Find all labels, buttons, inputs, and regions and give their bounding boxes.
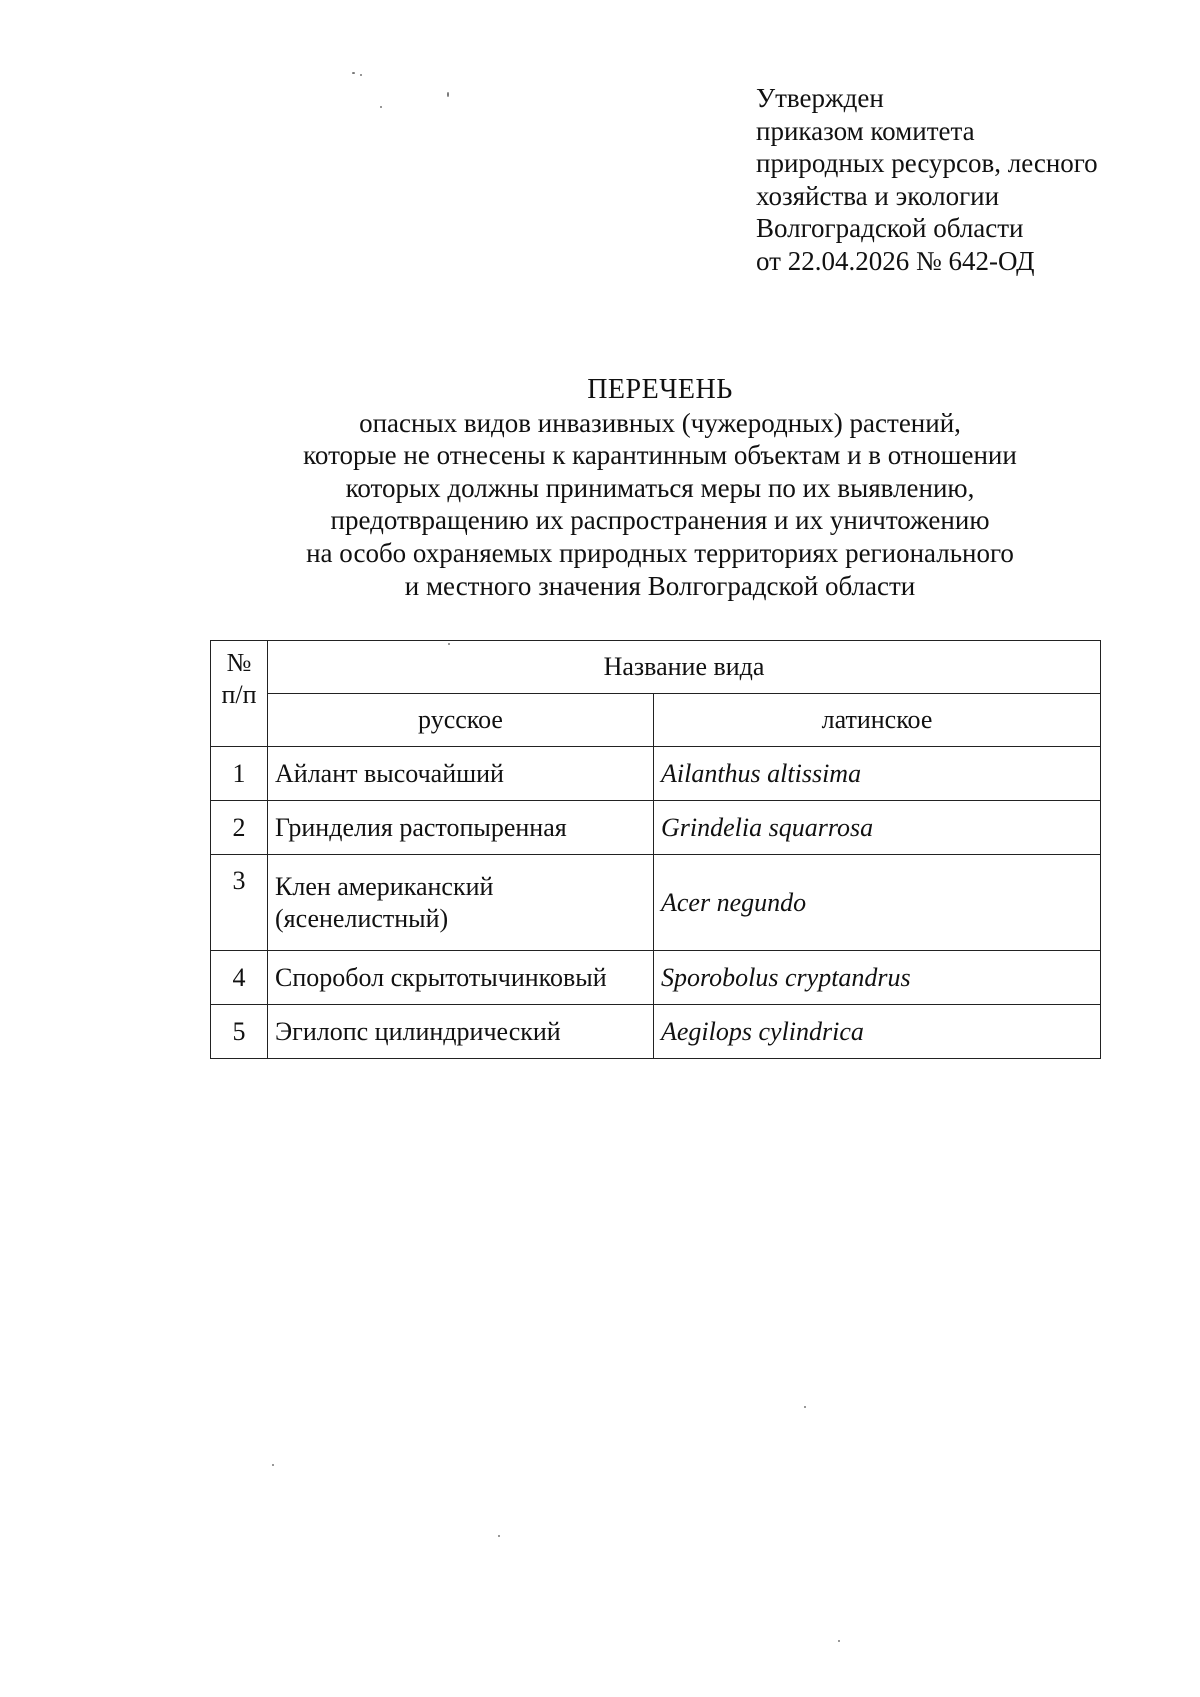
table-row	[211, 951, 1101, 1005]
species-table	[210, 640, 1101, 1059]
row-number: 1	[211, 747, 268, 801]
approval-line: Утвержден	[756, 83, 884, 113]
russian-name-line: Клен американский	[275, 871, 494, 901]
header-latin: латинское	[654, 694, 1101, 747]
approval-line: природных ресурсов, лесного	[756, 148, 1098, 179]
subtitle-line: которые не отнесены к карантинным объектам и в отношении	[303, 440, 1017, 471]
header-species-name: Название вида	[268, 641, 1101, 694]
approval-line: хозяйства и экологии	[756, 180, 1000, 211]
approval-line: Волгоградской области	[756, 213, 1024, 244]
scan-speck	[380, 106, 382, 108]
latin-name: Aegilops cylindrica	[654, 1005, 1101, 1059]
russian-name: Гринделия растопыренная	[268, 801, 654, 855]
scan-speck	[272, 1464, 274, 1466]
header-russian: русское	[268, 694, 654, 747]
russian-name: Айлант высочайший	[268, 747, 654, 801]
subtitle-line: опасных видов инвазивных (чужеродных) растений,	[359, 407, 961, 438]
row-number: 5	[211, 1005, 268, 1059]
table-row	[211, 855, 1101, 951]
scan-speck	[352, 72, 355, 74]
approval-block	[756, 82, 1176, 278]
table-subheader-row	[211, 694, 1101, 747]
document-title: ПЕРЕЧЕНЬ	[587, 374, 733, 405]
latin-name: Sporobolus cryptandrus	[654, 951, 1101, 1005]
scan-speck	[360, 74, 362, 76]
header-number-abbr: п/п	[221, 680, 257, 709]
latin-name: Acer negundo	[654, 855, 1101, 951]
scan-speck	[447, 92, 449, 97]
table-header-row	[211, 641, 1101, 694]
table-row	[211, 1005, 1101, 1059]
subtitle-line: на особо охраняемых природных территориях регионального	[306, 537, 1014, 568]
document-heading	[160, 374, 1160, 602]
table-row	[211, 801, 1101, 855]
scan-speck	[498, 1535, 500, 1537]
row-number: 3	[211, 855, 268, 951]
approval-date-number: от 22.04.2026 № 642-ОД	[756, 245, 1035, 276]
header-number-sign: №	[226, 648, 252, 677]
russian-name-line: (ясенелистный)	[275, 903, 449, 933]
russian-name: Эгилопс цилиндрический	[268, 1005, 654, 1059]
row-number: 4	[211, 951, 268, 1005]
scan-speck	[838, 1640, 840, 1642]
row-number: 2	[211, 801, 268, 855]
russian-name: Споробол скрытотычинковый	[268, 951, 654, 1005]
russian-name-cell	[268, 855, 654, 951]
table-row	[211, 747, 1101, 801]
subtitle-line: и местного значения Волгоградской области	[404, 570, 916, 601]
approval-line: приказом комитета	[756, 115, 975, 146]
subtitle-line: которых должны приниматься меры по их выявлению,	[345, 472, 975, 503]
subtitle-line: предотвращению их распространения и их уничтожению	[330, 505, 990, 536]
latin-name: Grindelia squarrosa	[654, 801, 1101, 855]
scan-speck	[804, 1406, 806, 1408]
header-number-cell	[211, 641, 268, 747]
latin-name: Ailanthus altissima	[654, 747, 1101, 801]
